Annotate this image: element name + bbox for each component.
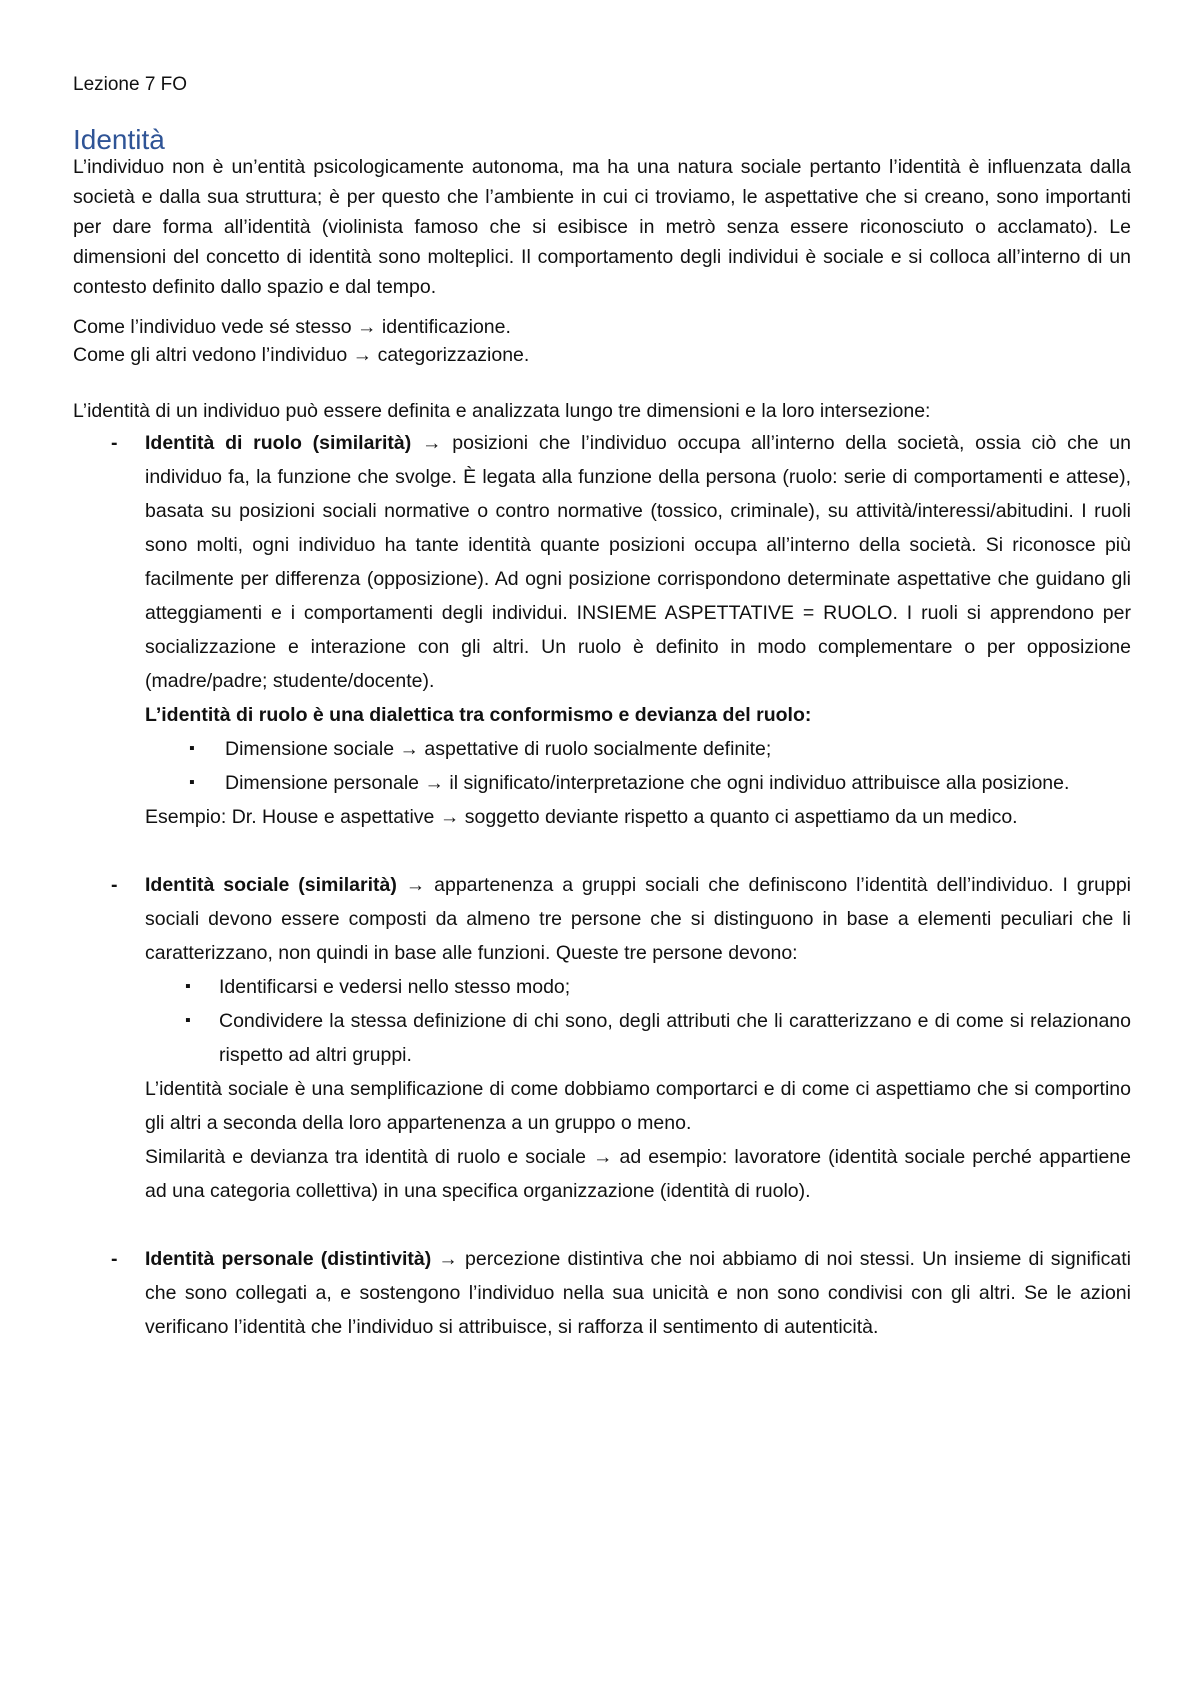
list-item-sociale xyxy=(73,868,1131,970)
sociale-bullet: ▪ Identificarsi e vedersi nello stesso modo; xyxy=(73,970,1131,1004)
square-bullet-icon: ▪ xyxy=(185,1012,191,1029)
dash-marker: - xyxy=(111,432,118,454)
dash-marker: - xyxy=(111,1248,118,1270)
sociale-semplificazione: L’identità sociale è una semplificazione di come dobbiamo comportarci e di come ci aspettiamo che si comportino gli altri a seconda della loro appartenenza a un gruppo o meno. xyxy=(145,1078,1131,1134)
page-title: Identità xyxy=(73,124,165,155)
categorizzazione-line: Come gli altri vedono l’individuo → categorizzazione. xyxy=(73,344,530,366)
square-bullet-icon: ▪ xyxy=(189,740,195,757)
ruolo-bullet: ▪ Dimensione personale → il significato/interpretazione che ogni individuo attribuisce alla posizione. xyxy=(73,766,1131,800)
lesson-header: Lezione 7 FO xyxy=(73,74,188,95)
personale-body: → percezione distintiva che noi abbiamo di noi stessi. Un insieme di significati che sono collegati a, e sostengono l’individuo nella sua unicità e non sono condivisi con gli altri. Se le azioni verificano l’identità che l’individuo si attribuisce, si rafforza il sentimento di autenticità. xyxy=(145,1248,1131,1338)
ruolo-esempio: Esempio: Dr. House e aspettative → soggetto deviante rispetto a quanto ci aspettiamo da un medico. xyxy=(145,806,1018,828)
sociale-heading: Identità sociale (similarità) xyxy=(145,874,397,896)
dash-marker: - xyxy=(111,874,118,896)
list-item-personale xyxy=(73,1242,1131,1344)
list-item-ruolo xyxy=(73,426,1131,698)
sociale-body: → appartenenza a gruppi sociali che definiscono l’identità dell’individuo. I gruppi sociali devono essere composti da almeno tre persone che si distinguono in base a elementi peculiari che li caratterizzano, non quindi in base alle funzioni. Queste tre persone devono: xyxy=(145,874,1131,964)
sociale-similarita: Similarità e devianza tra identità di ruolo e sociale → ad esempio: lavoratore (identità sociale perché appartiene ad una categoria collettiva) in una specifica organizzazione (identità di ruolo). xyxy=(145,1146,1131,1202)
ruolo-dialettica: L’identità di ruolo è una dialettica tra conformismo e devianza del ruolo: xyxy=(145,704,812,726)
square-bullet-icon: ▪ xyxy=(185,978,191,995)
dimensioni-line: L’identità di un individuo può essere definita e analizzata lungo tre dimensioni e la loro intersezione: xyxy=(73,400,931,422)
intro-paragraph: L’individuo non è un’entità psicologicamente autonoma, ma ha una natura sociale pertanto l’identità è influenzata dalla società e dalla sua struttura; è per questo che l’ambiente in cui ci troviamo, le aspettative che si creano, sono importanti per dare forma all’identità (violinista famoso che si esibisce in metrò senza essere riconosciuto o acclamato). Le dimensioni del concetto di identità sono molteplici. Il comportamento degli individui è sociale e si colloca all’interno di un contesto definito dallo spazio e dal tempo. xyxy=(73,156,1131,298)
dimensions-list xyxy=(73,426,1131,1344)
personale-heading: Identità personale (distintività) xyxy=(145,1248,432,1270)
ruolo-bullet: ▪ Dimensione sociale → aspettative di ruolo socialmente definite; xyxy=(73,732,1131,766)
ruolo-heading: Identità di ruolo (similarità) xyxy=(145,432,412,454)
identificazione-line: Come l’individuo vede sé stesso → identificazione. xyxy=(73,316,511,338)
sociale-bullet: ▪ Condividere la stessa definizione di chi sono, degli attributi che li caratterizzano e di come si relazionano rispetto ad altri gruppi. xyxy=(73,1004,1131,1072)
square-bullet-icon: ▪ xyxy=(189,774,195,791)
ruolo-body: → posizioni che l’individuo occupa all’interno della società, ossia ciò che un individuo fa, la funzione che svolge. È legata alla funzione della persona (ruolo: serie di comportamenti e attese), basata su posizioni sociali normative o contro normative (tossico, criminale), su attività/interessi/abitudini. I ruoli sono molti, ogni individuo ha tante identità quante posizioni occupa all’interno della società. Si riconosce più facilmente per differenza (opposizione). Ad ogni posizione corrispondono determinate aspettative che guidano gli atteggiamenti e i comportamenti degli individui. INSIEME ASPETTATIVE = RUOLO. I ruoli si apprendono per socializzazione e interazione con gli altri. Un ruolo è definito in modo complementare o per opposizione (madre/padre; studente/docente). xyxy=(145,432,1131,692)
